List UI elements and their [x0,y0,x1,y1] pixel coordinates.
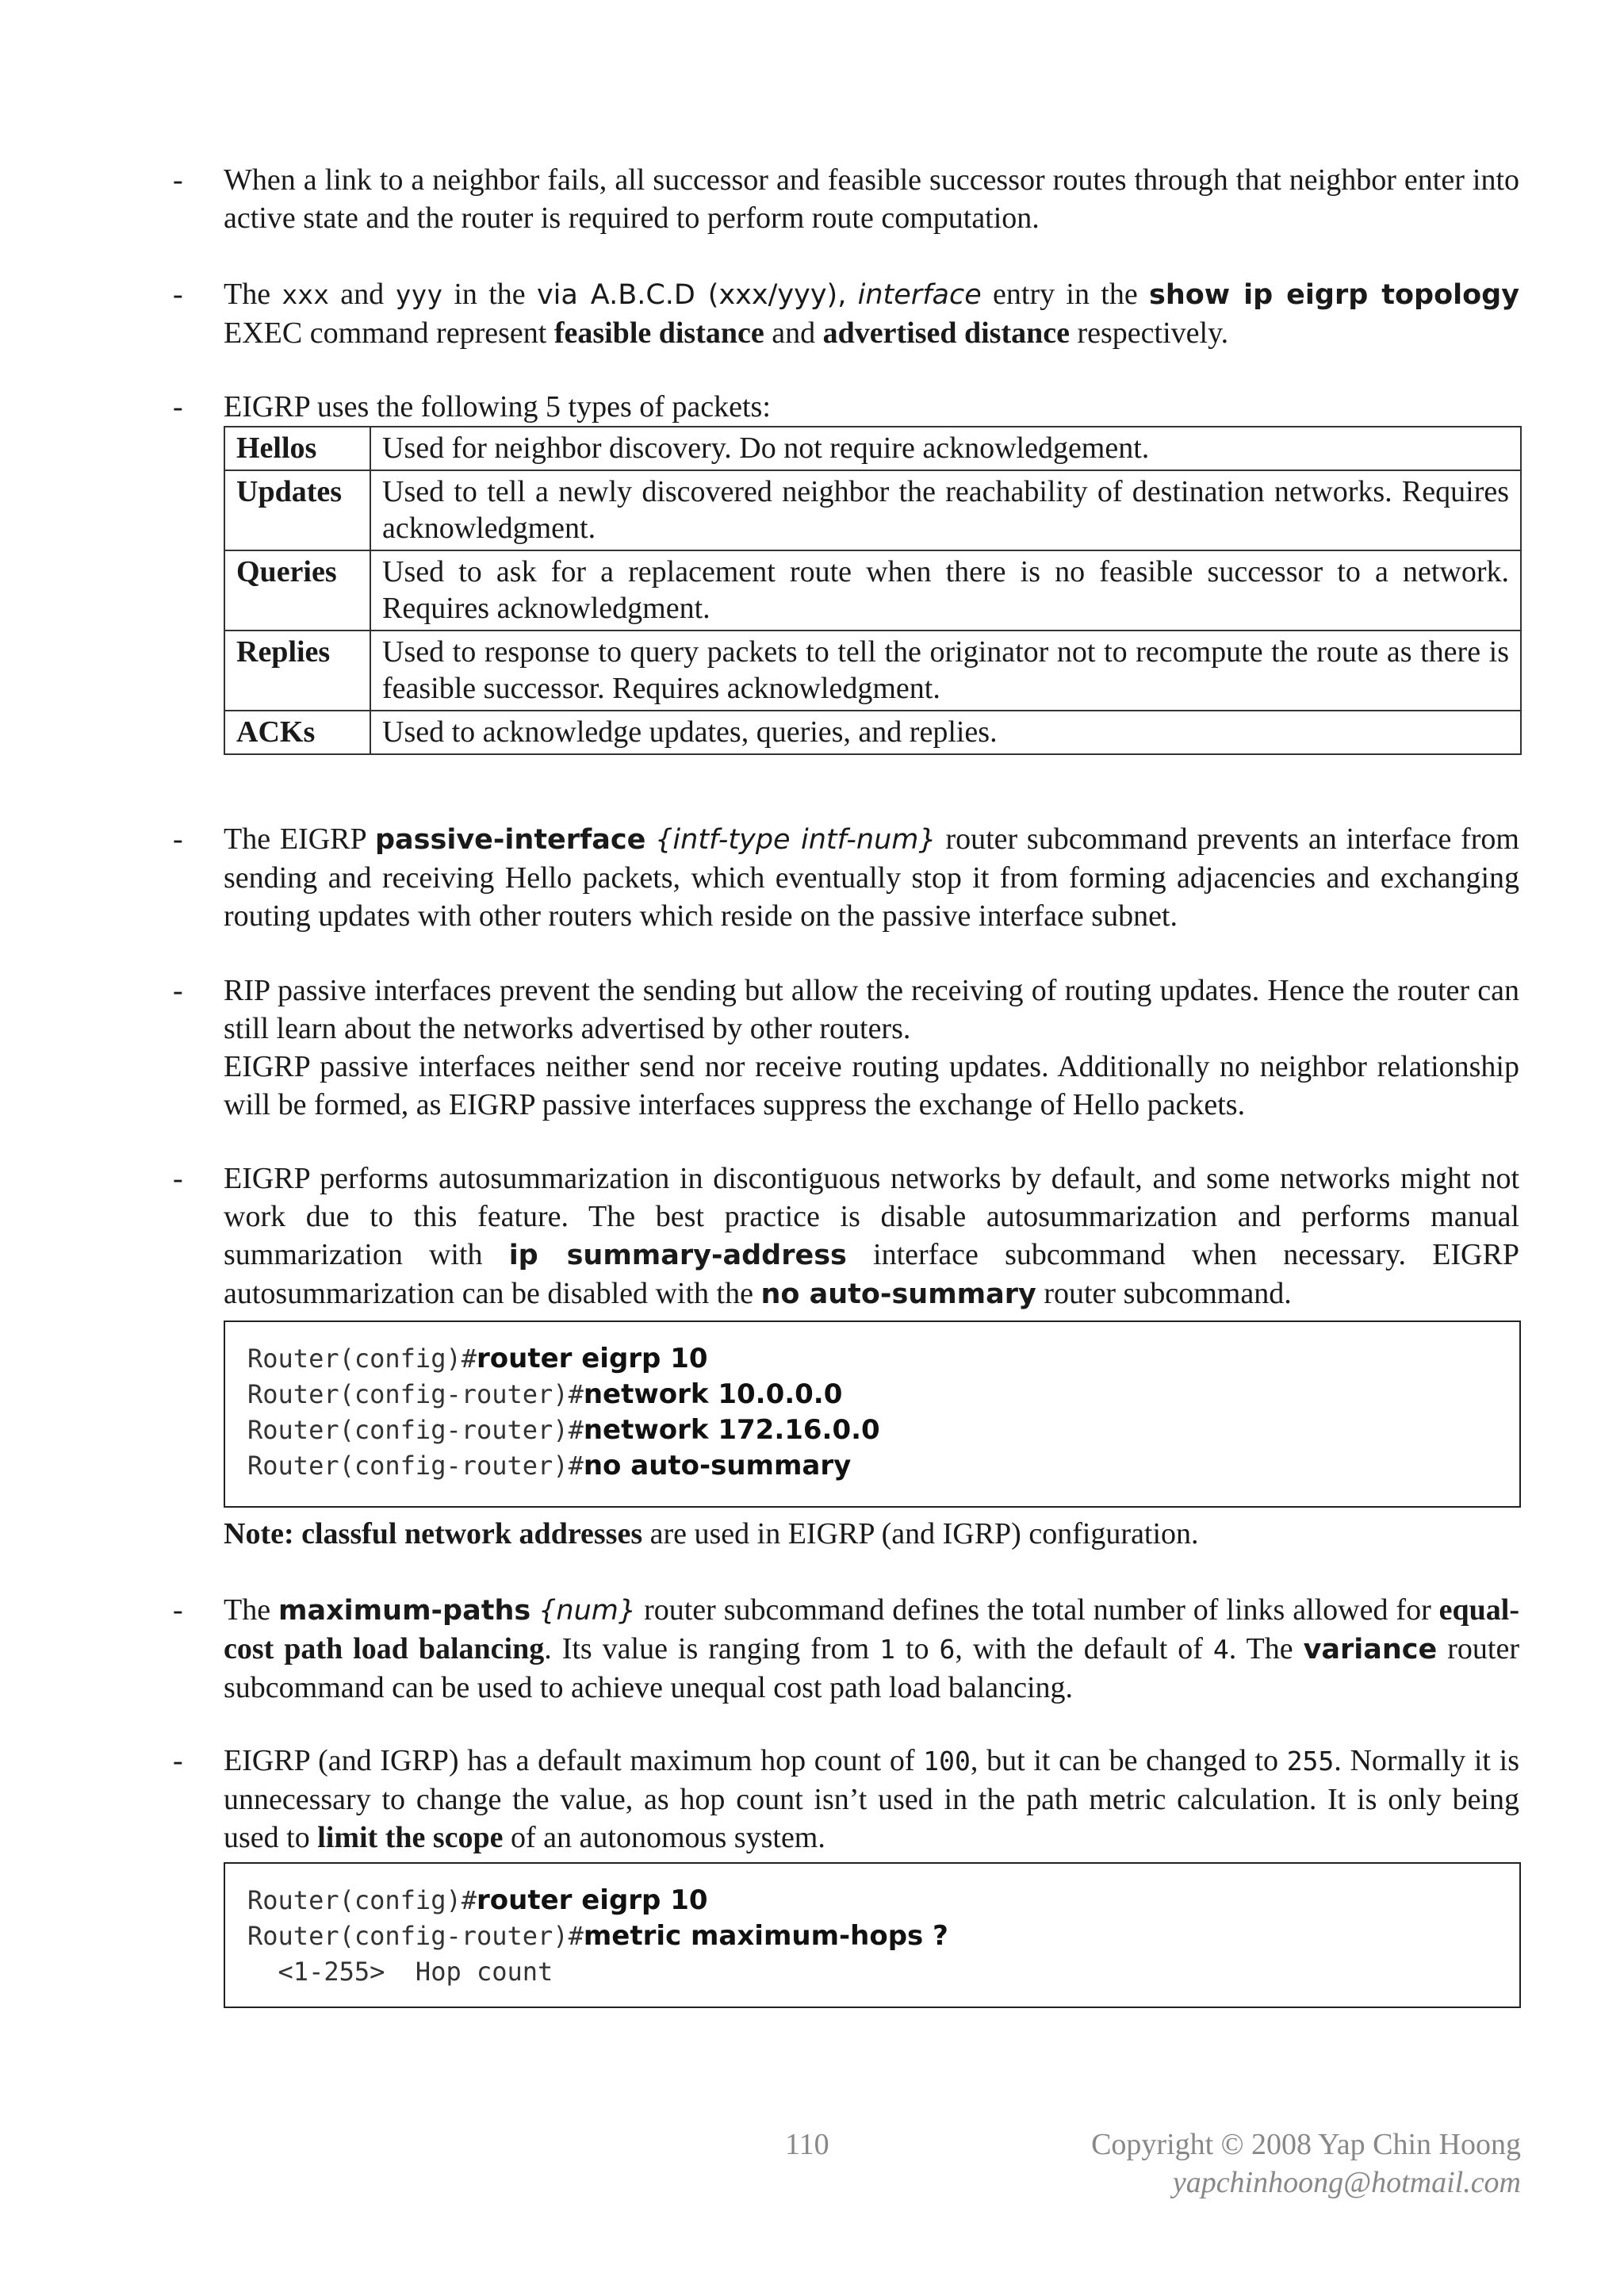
table-row [224,470,1521,550]
note-label: Note: classful network addresses [224,1517,643,1550]
command-argument: {num} [538,1595,637,1627]
bullet-dash: - [173,822,183,856]
bullet-text [224,1742,1519,1857]
cli-prompt: Router(config-router)# [247,1921,584,1951]
command-argument: {intf-type intf-num} [655,824,936,856]
code-yyy: yyy [395,279,443,310]
bullet-dash: - [173,163,183,197]
command-show-ip-eigrp-topology: show ip eigrp topology [1149,279,1520,311]
code-line [247,1412,1497,1448]
bullet-passive-interface [173,820,1521,935]
text-run: . Normally it is unnecessary to change the value, as hop count isn’t used in the path metric calculation. It is only being used to [224,1744,1519,1854]
packet-name: ACKs [224,711,370,754]
table-row [224,711,1521,754]
cli-command: no auto-summary [583,1450,852,1481]
config-code-box-hops [224,1862,1521,2008]
text-run: EIGRP (and IGRP) has a default maximum hop count of [224,1744,924,1777]
text-run: router subcommand prevents an interface from sending and receiving Hello packets, which eventually stop it from forming adjacencies and exchanging routing updates with other routers which reside on the passive interface subnet. [224,822,1519,933]
text-run: The [224,1593,279,1627]
text-run: router subcommand. [1036,1277,1292,1310]
packet-description: Used to acknowledge updates, queries, and replies. [370,711,1521,754]
bullet-maximum-paths [173,1591,1521,1707]
cli-prompt: Router(config-router)# [247,1379,584,1409]
cli-prompt: Router(config-router)# [247,1451,584,1481]
term-limit-the-scope: limit the scope [317,1821,504,1854]
config-code-box [224,1320,1521,1508]
text-run: entry in the [981,278,1150,311]
cli-command: network 172.16.0.0 [583,1414,880,1446]
packet-types-table [224,426,1522,755]
text-run: EXEC command represent [224,316,554,350]
cli-prompt: Router(config)# [247,1343,477,1374]
bullet-text [224,1159,1519,1313]
bullet-dash: - [173,390,183,424]
text-run: . Its value is ranging from [544,1632,880,1665]
bullet-max-hop-count [173,1742,1521,1857]
code-line-output: <1-255> Hop count [247,1957,553,1987]
page-number: 110 [785,2128,829,2161]
text-run [530,1593,538,1627]
text-run: and [764,316,823,350]
term-feasible-distance: feasible distance [553,316,764,350]
text-run: EIGRP performs autosummarization in discontiguous networks by default, and some networks might not work due to this feature. The best practice is disable autosummarization and performs manual summarization with [224,1162,1519,1271]
bullet-dash: - [173,1162,183,1195]
text-run: are used in EIGRP (and IGRP) configuration. [642,1517,1199,1550]
text-run [846,278,857,311]
packet-name: Replies [224,631,370,711]
bullet-text: EIGRP passive interfaces neither send nor receive routing updates. Additionally no neighbor relationship will be formed, as EIGRP passive interfaces suppress the exchange of Hello packets. [224,1050,1519,1121]
bullet-text: EIGRP uses the following 5 types of packets: [224,390,771,424]
code-xxx: xxx [282,279,329,310]
command-no-auto-summary: no auto-summary [760,1278,1036,1310]
term-equal-cost-load-balancing: equal-cost path load balancing [224,1593,1520,1665]
text-run [645,822,655,856]
cli-command: router eigrp 10 [476,1884,708,1916]
packet-description: Used to tell a newly discovered neighbor the reachability of destination networks. Requires acknowledgment. [370,470,1521,550]
text-run: and [329,278,396,311]
bullet-text [224,1591,1519,1707]
command-variance: variance [1303,1634,1438,1665]
command-passive-interface: passive-interface [375,824,646,856]
value-max-hops: 255 [1286,1746,1335,1777]
term-advertised-distance: advertised distance [822,316,1070,350]
bullet-dash: - [173,1744,183,1777]
command-ip-summary-address: ip summary-address [508,1240,847,1271]
note-classful [224,1515,1521,1553]
code-line [247,1883,1497,1918]
bullet-topology-fields [173,275,1521,352]
code-via: via A.B.C.D (xxx/yyy), [536,279,847,311]
cli-prompt: Router(config-router)# [247,1415,584,1445]
bullet-dash: - [173,974,183,1007]
bullet-packet-types [173,388,1521,426]
command-maximum-paths: maximum-paths [278,1595,531,1627]
bullet-text: RIP passive interfaces prevent the sending but allow the receiving of routing updates. Hence the router can still learn about the networks advertised by other routers. [224,974,1519,1045]
text-run: router subcommand can be used to achieve unequal cost path load balancing. [224,1632,1519,1704]
code-interface: interface [857,279,982,311]
table-row [224,427,1521,470]
bullet-text [224,820,1519,935]
text-run: to [895,1632,940,1665]
value-min: 1 [879,1634,895,1665]
bullet-text [224,275,1519,352]
text-run: interface subcommand when necessary. EIGRP autosummarization can be disabled with the [224,1238,1519,1310]
bullet-rip-vs-eigrp-passive [173,972,1521,1124]
code-line [247,1448,1497,1484]
text-run: , with the default of [955,1632,1213,1665]
cli-command: network 10.0.0.0 [583,1378,843,1410]
value-default-hops: 100 [923,1746,971,1777]
table-row [224,550,1521,631]
text-run: respectively. [1070,316,1229,350]
packet-description: Used to ask for a replacement route when there is no feasible successor to a network. Requires acknowledgment. [370,550,1521,631]
bullet-text: When a link to a neighbor fails, all successor and feasible successor routes through that neighbor enter into active state and the router is required to perform route computation. [224,163,1519,235]
bullet-autosummarization [173,1159,1521,1313]
packet-name: Hellos [224,427,370,470]
bullet-dash: - [173,1593,183,1627]
bullet-link-failure [173,161,1521,237]
author-email: yapchinhoong@hotmail.com [1172,2166,1521,2199]
table-row [224,631,1521,711]
text-run: in the [442,278,537,311]
copyright-text: Copyright © 2008 Yap Chin Hoong [1091,2128,1521,2161]
text-run: . The [1228,1632,1304,1665]
text-run: of an autonomous system. [503,1821,825,1854]
value-max: 6 [939,1634,956,1665]
code-line [247,1377,1497,1412]
text-run: router subcommand defines the total number of links allowed for [636,1593,1439,1627]
value-default: 4 [1212,1634,1229,1665]
code-line [247,1341,1497,1377]
text-run: The [224,278,282,311]
text-run: The EIGRP [224,822,375,856]
code-line [247,1918,1497,1954]
packet-description: Used to response to query packets to tell the originator not to recompute the route as there is feasible successor. Requires acknowledgment. [370,631,1521,711]
packet-name: Updates [224,470,370,550]
text-run: , but it can be changed to [970,1744,1287,1777]
cli-command: metric maximum-hops ? [583,1920,948,1952]
cli-prompt: Router(config)# [247,1885,477,1915]
packet-name: Queries [224,550,370,631]
bullet-dash: - [173,278,183,311]
copyright-block [1091,2125,1521,2202]
cli-command: router eigrp 10 [476,1343,708,1374]
packet-description: Used for neighbor discovery. Do not require acknowledgement. [370,427,1521,470]
